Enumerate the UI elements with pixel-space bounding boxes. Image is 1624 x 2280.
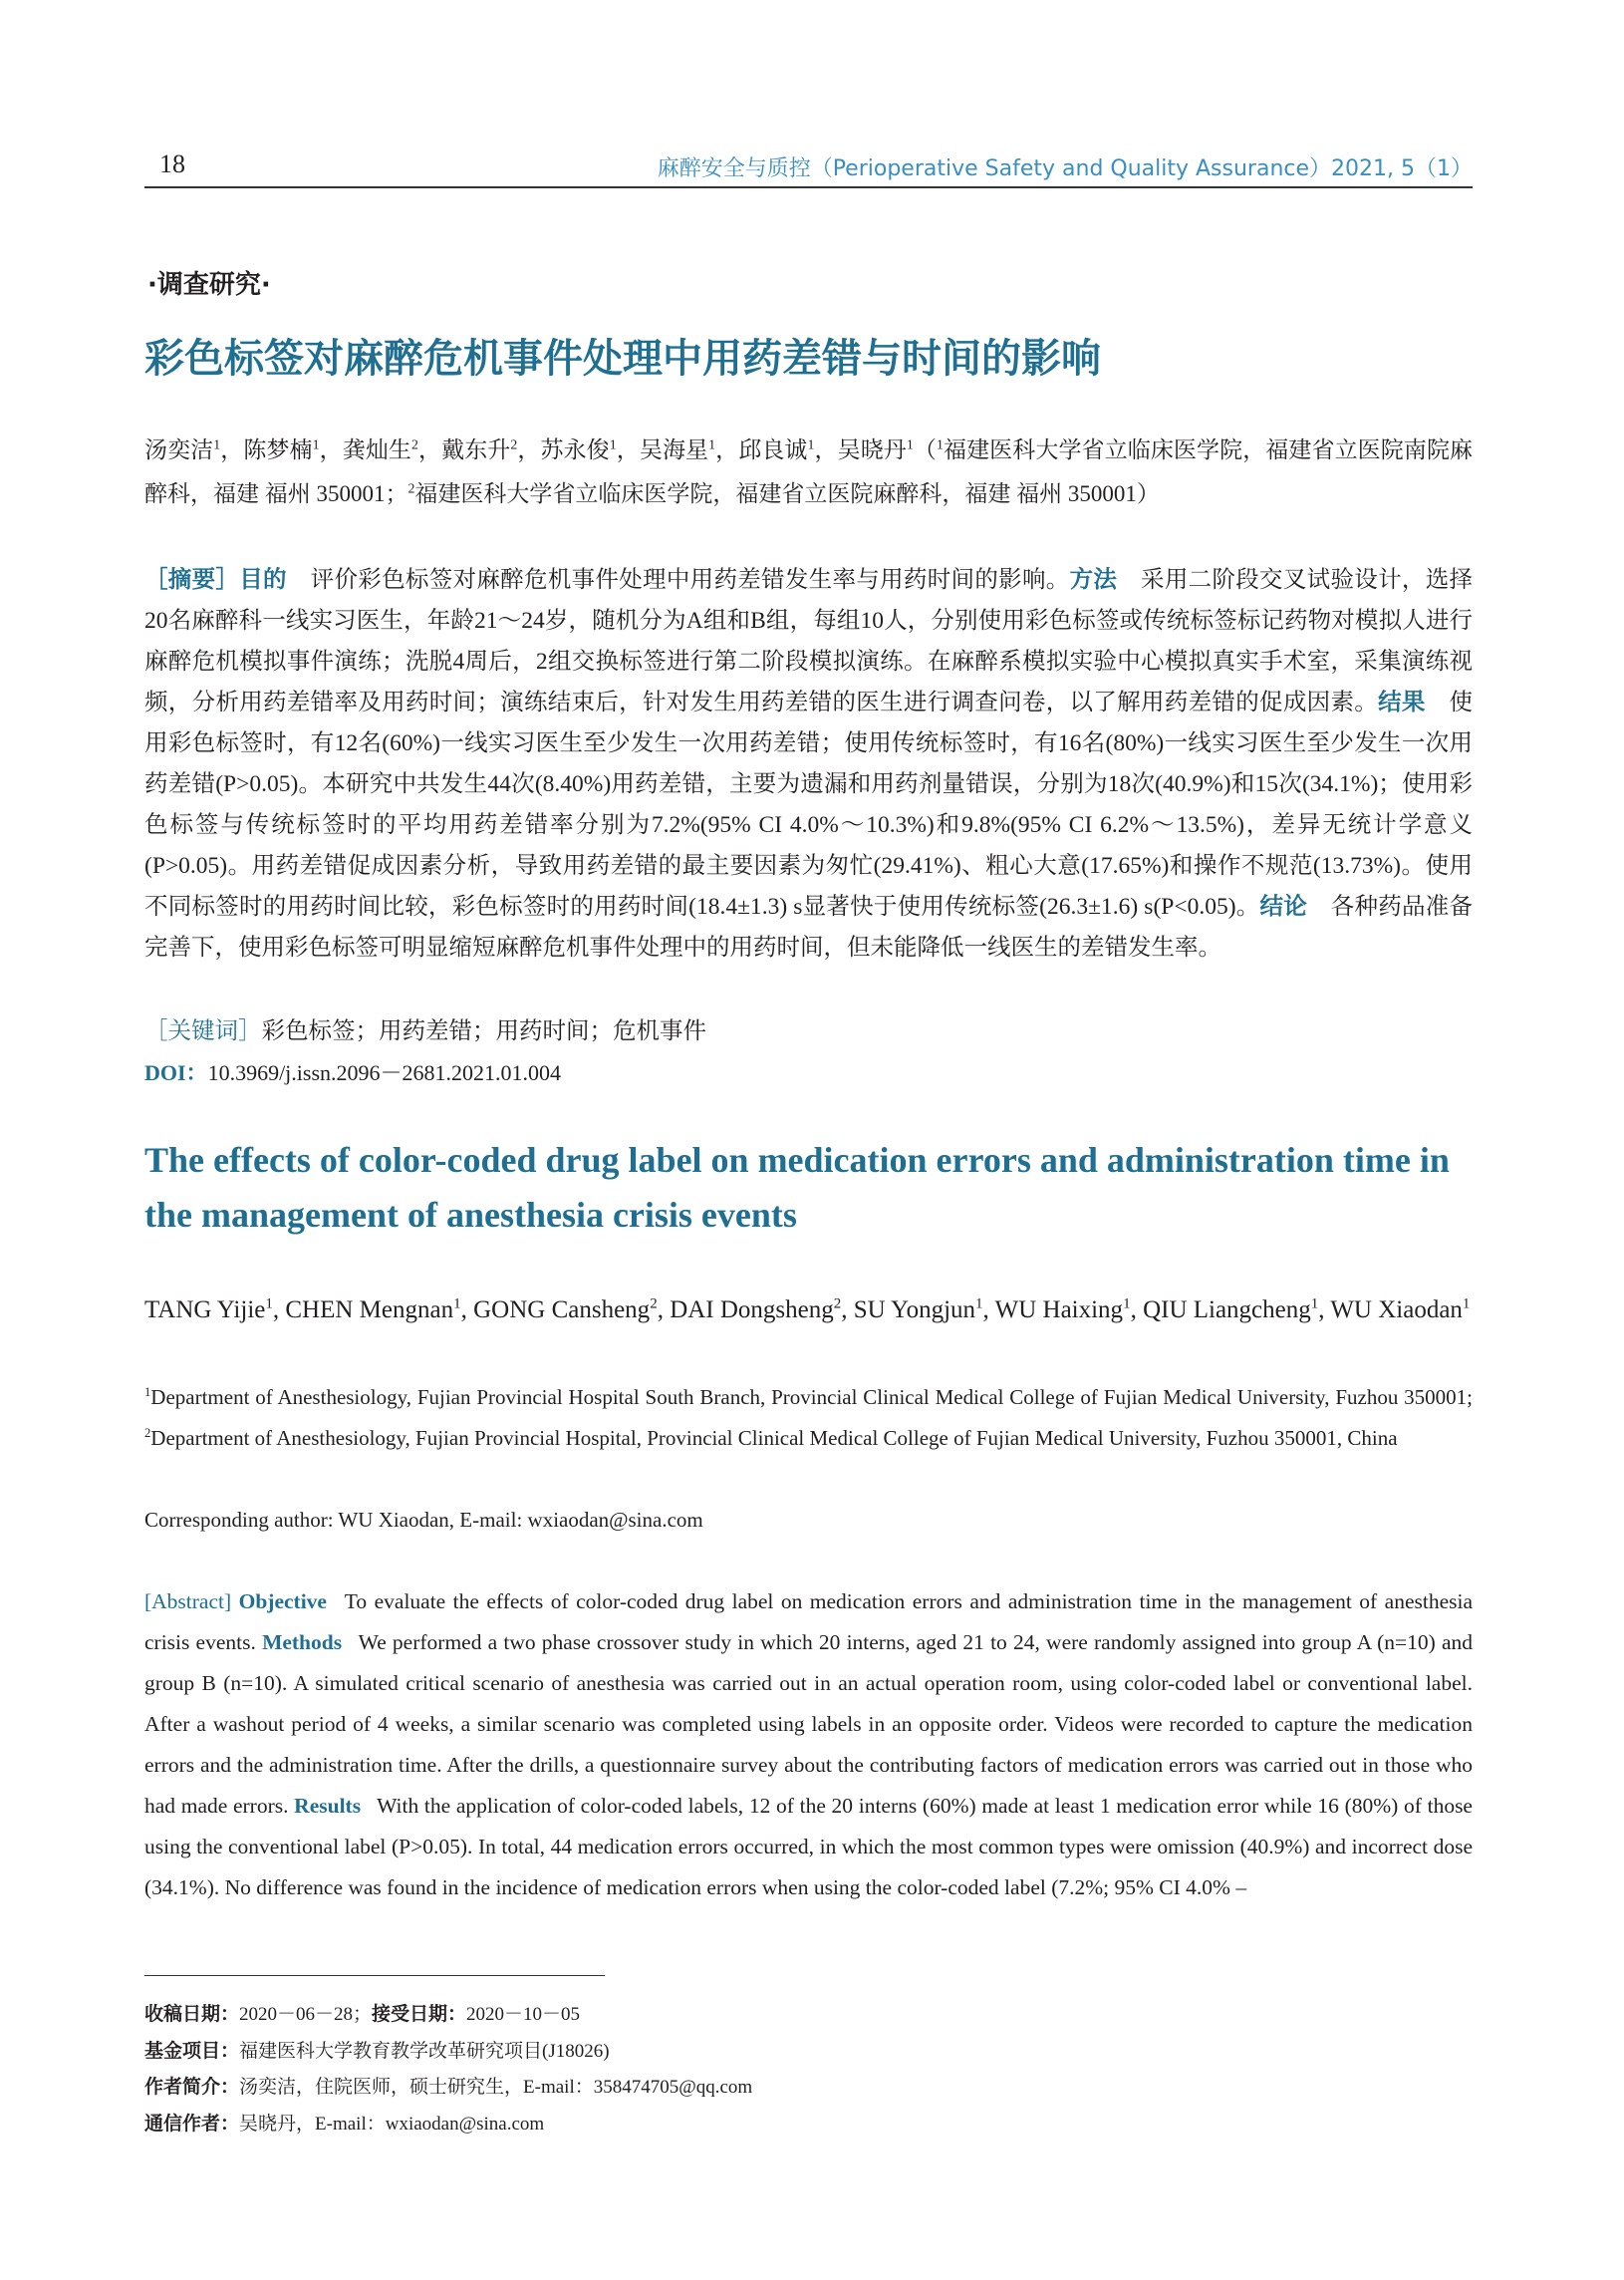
footnote-text: 福建医科大学教育教学改革研究项目(J18026) bbox=[239, 2041, 610, 2062]
en-authors: TANG Yijie$^1$, CHEN Mengnan$^1$, GONG Cansheng$^2$, DAI Dongsheng$^2$, SU Yongjun$^1$, WU Haixing$^1$, QIU Liangcheng$^1$, WU Xiaodan$^1$ bbox=[144, 1295, 1471, 1323]
author-sup: 1 bbox=[1123, 1295, 1131, 1312]
author-name: TANG Yijie bbox=[144, 1296, 266, 1323]
footnote-text: 2020－06－28； bbox=[239, 2004, 373, 2025]
footnote-label: 基金项目： bbox=[144, 2040, 240, 2062]
aff-sup: 2 bbox=[144, 1426, 151, 1440]
affiliation-1: Department of Anesthesiology, Fujian Provincial Hospital South Branch, Provincial Clinical Medical College of Fujian Medical University, Fuzhou 350001; bbox=[150, 1385, 1473, 1409]
author-name: WU Haixing bbox=[994, 1296, 1124, 1323]
footnote-rule bbox=[144, 1975, 605, 1976]
author-sup: 1 bbox=[609, 436, 617, 452]
author-sup: 1 bbox=[975, 1295, 983, 1312]
results-label: Results bbox=[294, 1794, 362, 1818]
results-text: With the application of color-coded labels, 12 of the 20 interns (60%) made at least 1 medication error while 16 (80%) of those using the conventional label (P>0.05). In total, 44 medication errors occurred, in which the most common types were omission (40.9%) and incorrect dose (34.1%). No difference was found in the incidence of medication errors when using the color-coded label (7.2%; 95% CI 4.0% – bbox=[144, 1794, 1473, 1899]
footnote-author-bio bbox=[144, 2072, 752, 2103]
abstract-label: ［摘要］ bbox=[144, 567, 240, 593]
author-name: QIU Liangcheng bbox=[1143, 1296, 1311, 1323]
affiliation-2: 福建医科大学省立临床医学院，福建省立医院麻醉科，福建 福州 350001） bbox=[414, 481, 1160, 506]
footnote-label: 接受日期： bbox=[372, 2003, 467, 2025]
footnote-corresponding bbox=[144, 2109, 544, 2139]
author-sup: 1 bbox=[265, 1295, 273, 1312]
aff-open: （ bbox=[913, 437, 937, 462]
cn-abstract bbox=[144, 560, 1473, 969]
author-name: 邱良诚 bbox=[738, 437, 808, 462]
footnote-dates bbox=[144, 1999, 580, 2030]
aff-sup: 2 bbox=[407, 480, 415, 496]
page-number: 18 bbox=[159, 149, 185, 178]
keywords-text: 彩色标签；用药差错；用药时间；危机事件 bbox=[261, 1018, 706, 1044]
aff-sup: 1 bbox=[144, 1385, 151, 1399]
objective-label: Objective bbox=[238, 1589, 327, 1613]
author-name: GONG Cansheng bbox=[473, 1296, 651, 1323]
header-rule bbox=[144, 186, 1473, 188]
doi-label: DOI： bbox=[144, 1060, 208, 1085]
author-sup: 2 bbox=[510, 436, 518, 452]
conclusion-label: 结论 bbox=[1259, 894, 1308, 920]
author-sup: 1 bbox=[906, 436, 914, 452]
corresponding-author: Corresponding author: WU Xiaodan, E-mail: wxiaodan@sina.com bbox=[144, 1508, 703, 1532]
author-sup: 2 bbox=[411, 436, 418, 452]
footnote-text: 汤奕洁，住院医师，硕士研究生，E-mail：358474705@qq.com bbox=[239, 2077, 753, 2098]
doi-text[interactable]: 10.3969/j.issn.2096－2681.2021.01.004 bbox=[207, 1060, 562, 1085]
author-name: WU Xiaodan bbox=[1330, 1296, 1463, 1323]
footnote-text: 2020－10－05 bbox=[466, 2004, 581, 2025]
footnote-label: 收稿日期： bbox=[144, 2003, 240, 2025]
section-label: ·调查研究· bbox=[147, 270, 271, 300]
author-name: 汤奕洁 bbox=[144, 437, 214, 462]
author-sup: 1 bbox=[1462, 1295, 1471, 1312]
results-text: 使用彩色标签时，有12名(60%)一线实习医生至少发生一次用药差错；使用传统标签时，有16名(80%)一线实习医生至少发生一次用药差错(P>0.05)。本研究中共发生44次(8.40%)用药差错，主要为遗漏和用药剂量错误，分别为18次(40.9%)和15次(34.1%)；使用彩色标签与传统标签时的平均用药差错率分别为7.2%(95% CI 4.0%～10.3%)和9.8%(95% CI 6.2%～13.5%)，差异无统计学意义(P>0.05)。用药差错促成因素分析，导致用药差错的最主要因素为匆忙(29.41%)、粗心大意(17.65%)和操作不规范(13.73%)。使用不同标签时的用药时间比较，彩色标签时的用药时间(18.4±1.3) s显著快于使用传统标签(26.3±1.6) s(P<0.05)。 bbox=[144, 690, 1474, 920]
affiliation-2: Department of Anesthesiology, Fujian Provincial Hospital, Provincial Clinical Medical College of Fujian Medical University, Fuzhou 350001, China bbox=[150, 1426, 1398, 1450]
author-name: 吴海星 bbox=[639, 437, 709, 462]
footnote-label: 作者简介： bbox=[144, 2076, 240, 2098]
author-name: 戴东升 bbox=[441, 437, 511, 462]
footnote-label: 通信作者： bbox=[144, 2113, 240, 2135]
en-title: The effects of color-coded drug label on medication errors and administration time in the management of anesthesia crisis events bbox=[144, 1140, 1450, 1235]
author-sup: 1 bbox=[708, 436, 716, 452]
author-sup: 1 bbox=[213, 436, 221, 452]
objective-text: To evaluate the effects of color-coded drug label on medication errors and administration time in the management of anesthesia crisis events. bbox=[144, 1589, 1474, 1654]
author-sup: 1 bbox=[453, 1295, 461, 1312]
en-abstract bbox=[144, 1581, 1473, 1908]
footnote-fund bbox=[144, 2036, 610, 2067]
author-sup: 1 bbox=[312, 436, 320, 452]
en-affiliations bbox=[144, 1377, 1473, 1459]
keywords-label: ［关键词］ bbox=[144, 1018, 262, 1044]
methods-label: 方法 bbox=[1069, 567, 1118, 593]
footnote-text: 吴晓丹，E-mail：wxiaodan@sina.com bbox=[239, 2114, 545, 2135]
doi bbox=[144, 1052, 561, 1093]
author-sup: 1 bbox=[807, 436, 815, 452]
affiliation-1: 福建医科大学省立临床医学院，福建省立医院南院麻醉科，福建 福州 350001； bbox=[144, 437, 1474, 506]
cn-title: 彩色标签对麻醉危机事件处理中用药差错与时间的影响 bbox=[144, 335, 1101, 382]
results-label: 结果 bbox=[1378, 690, 1426, 715]
author-name: 吴晓丹 bbox=[837, 437, 907, 462]
author-name: CHEN Mengnan bbox=[285, 1296, 454, 1323]
keywords bbox=[144, 1011, 706, 1052]
objective-label: 目的 bbox=[239, 567, 287, 593]
abstract-label: [Abstract] bbox=[144, 1589, 232, 1613]
aff-sup: 1 bbox=[937, 436, 944, 452]
author-name: SU Yongjun bbox=[853, 1296, 976, 1323]
methods-text: We performed a two phase crossover study in which 20 interns, aged 21 to 24, were randomly assigned into group A (n=10) and group B (n=10). A simulated critical scenario of anesthesia was carried out in an actual operation room, using color-coded label or conventional label. After a washout period of 4 weeks, a similar scenario was completed using labels in an opposite order. Videos were recorded to capture the medication errors and the administration time. After the drills, a questionnaire survey about the contributing factors of medication errors was carried out in those who had made errors. bbox=[144, 1630, 1474, 1818]
author-sup: 1 bbox=[1310, 1295, 1319, 1312]
conclusion-text: 各种药品准备完善下，使用彩色标签可明显缩短麻醉危机事件处理中的用药时间，但未能降低一线医生的差错发生率。 bbox=[144, 894, 1473, 961]
author-name: DAI Dongsheng bbox=[670, 1296, 834, 1323]
author-name: 陈梦楠 bbox=[243, 437, 313, 462]
author-name: 龚灿生 bbox=[342, 437, 412, 462]
journal-header: 麻醉安全与质控（Perioperative Safety and Quality Assurance）2021, 5（1） bbox=[657, 156, 1473, 181]
author-sup: 2 bbox=[833, 1295, 842, 1312]
author-name: 苏永俊 bbox=[540, 437, 610, 462]
methods-text: 采用二阶段交叉试验设计，选择20名麻醉科一线实习医生，年龄21～24岁，随机分为A组和B组，每组10人，分别使用彩色标签或传统标签标记药物对模拟人进行麻醉危机模拟事件演练；洗脱4周后，2组交换标签进行第二阶段模拟演练。在麻醉系模拟实验中心模拟真实手术室，采集演练视频，分析用药差错率及用药时间；演练结束后，针对发生用药差错的医生进行调查问卷，以了解用药差错的促成因素。 bbox=[144, 567, 1474, 715]
objective-text: 评价彩色标签对麻醉危机事件处理中用药差错发生率与用药时间的影响。 bbox=[310, 567, 1070, 593]
author-sup: 2 bbox=[650, 1295, 658, 1312]
cn-authors: 汤奕洁$^1$，陈梦楠$^1$，龚灿生$^2$，戴东升$^2$，苏永俊$^1$，吴海星$^1$，邱良诚$^1$，吴晓丹$^1$（$^1$福建医科大学省立临床医学院，福建省立医院南院麻醉科，福建 福州 350001；$^2$福建医科大学省立临床医学院，福建省立医院麻醉科，福建 福州 350001） bbox=[144, 436, 1474, 506]
methods-label: Methods bbox=[262, 1630, 343, 1654]
